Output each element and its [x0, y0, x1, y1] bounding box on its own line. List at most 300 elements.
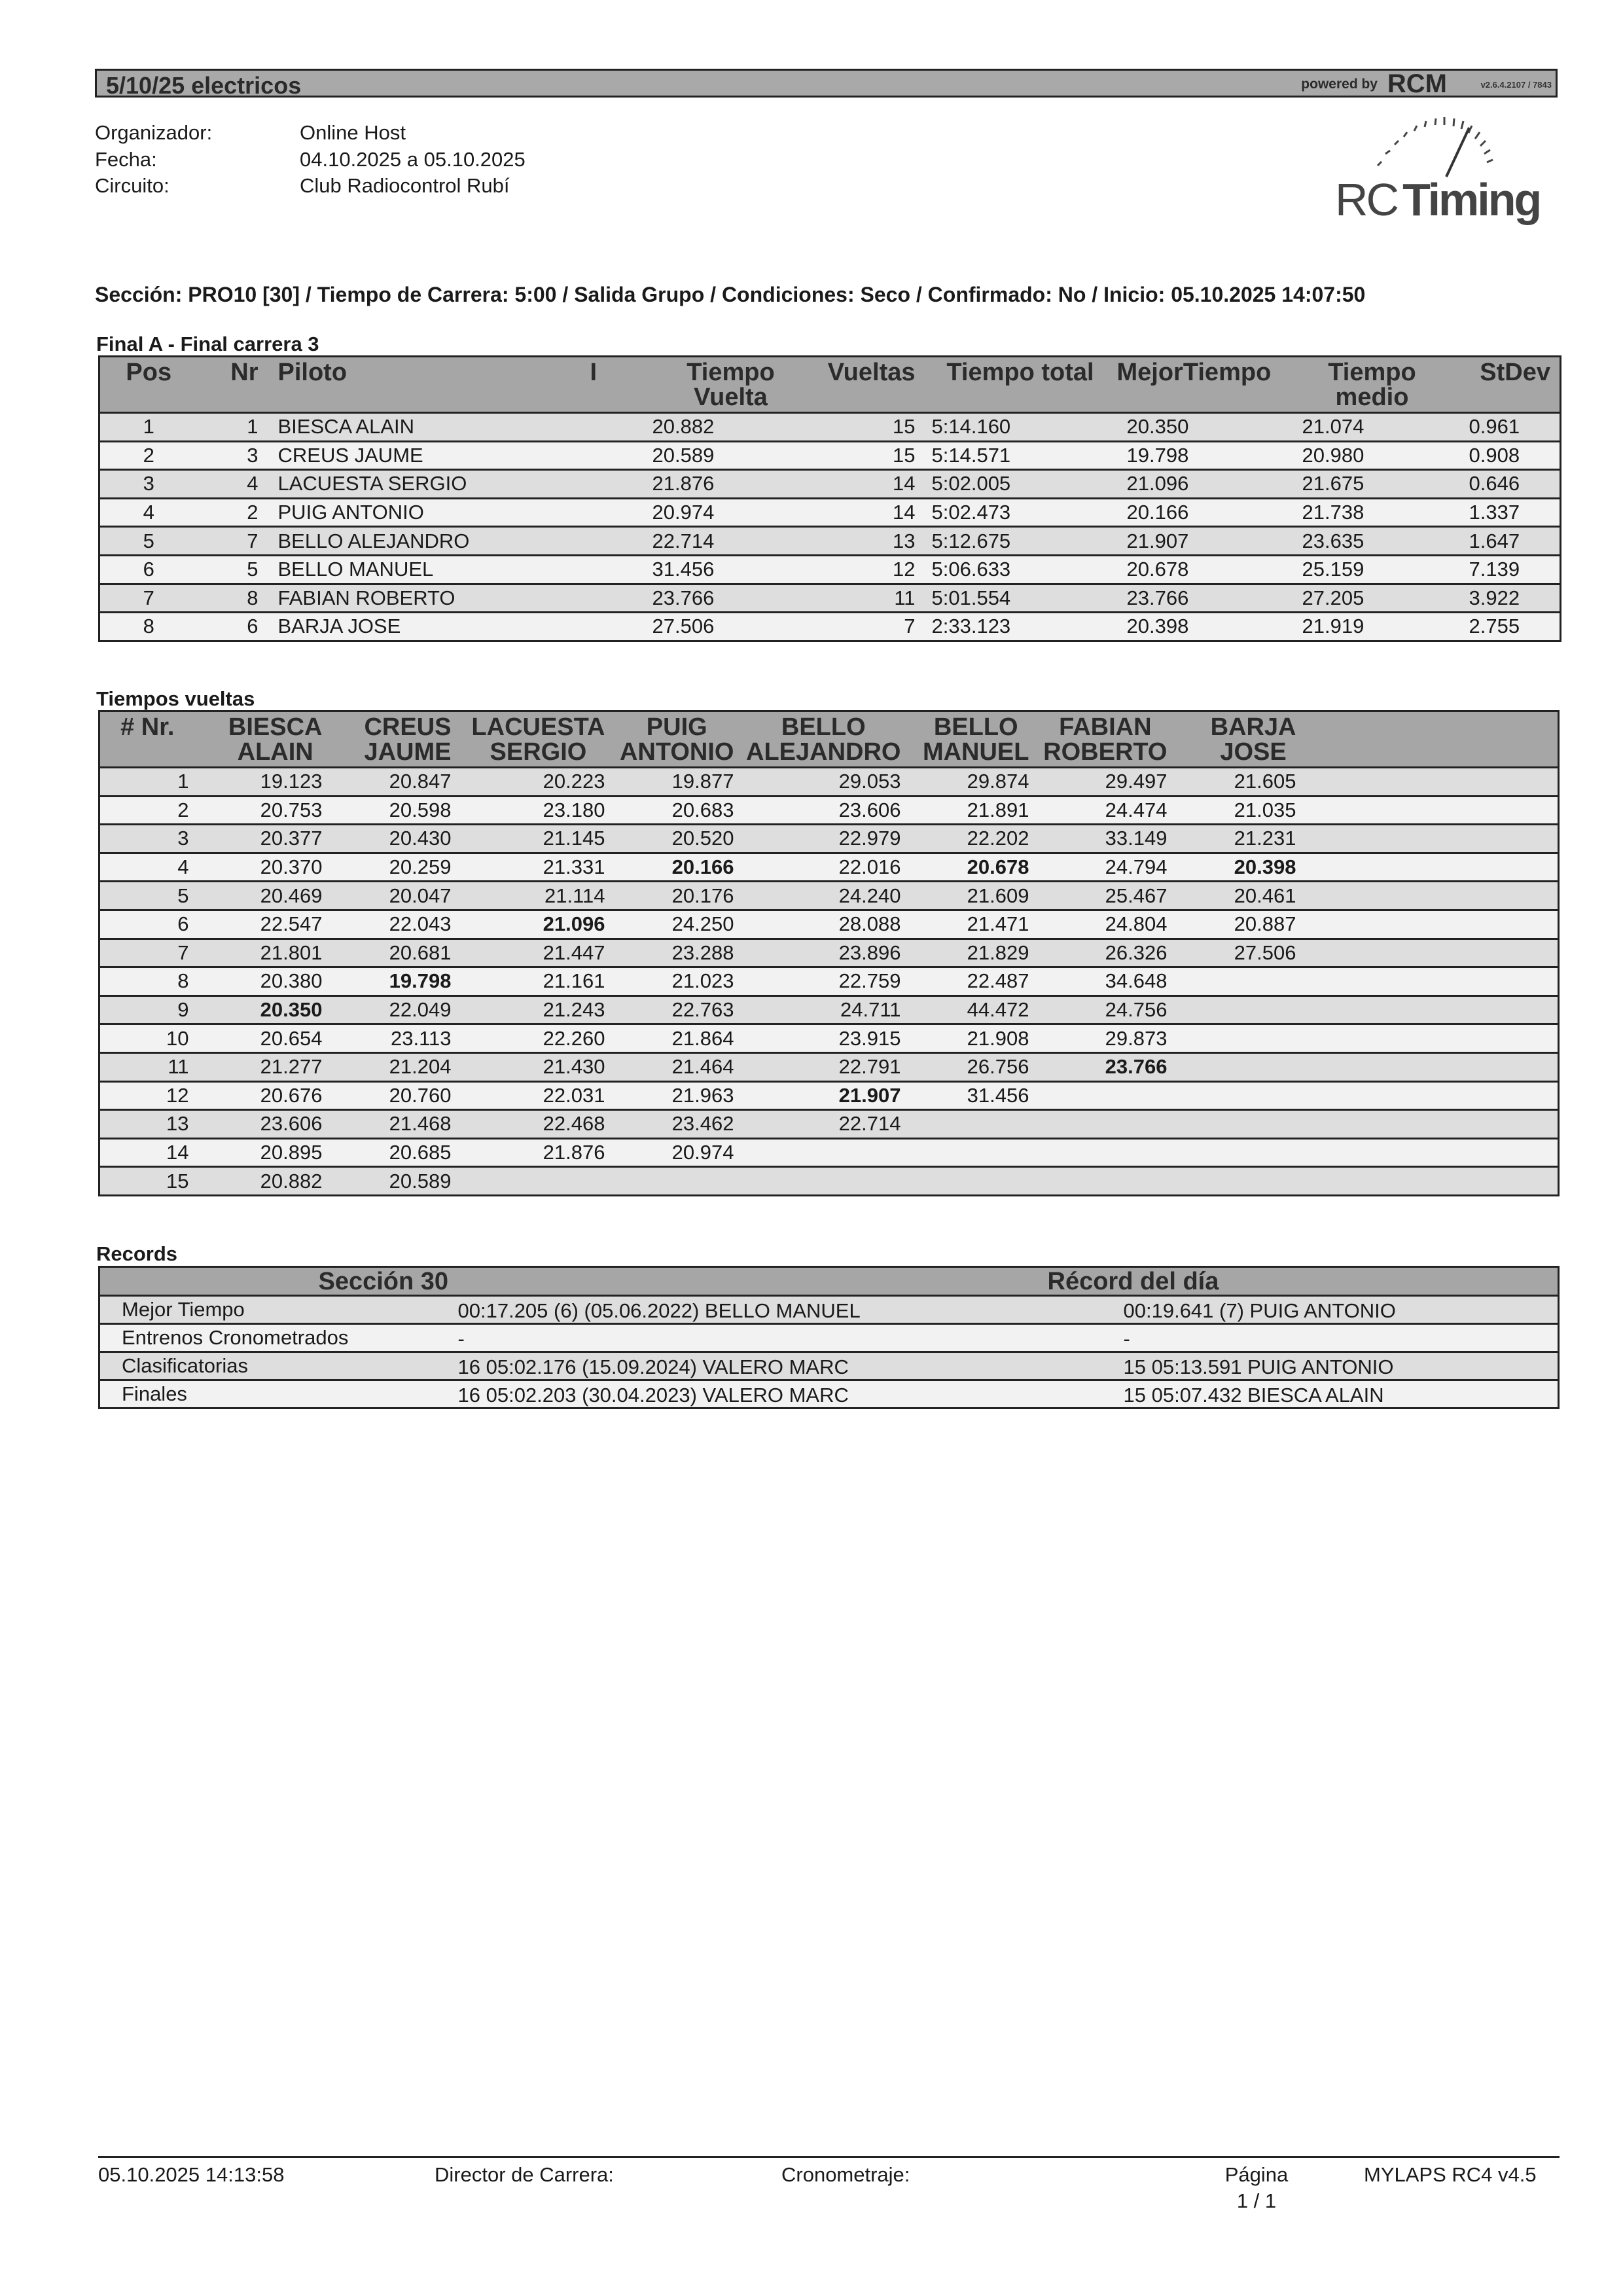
results-cell-stdev: 0.908 — [1454, 441, 1561, 470]
results-cell-stdev: 0.961 — [1454, 413, 1561, 442]
records-section-header-label: Sección 30 — [318, 1268, 449, 1295]
driver-firstname: ROBERTO — [1043, 738, 1168, 766]
gauge-icon — [1332, 108, 1548, 180]
lap-time: 22.791 — [734, 1052, 901, 1081]
driver-header — [323, 711, 452, 768]
results-cell-nr: 8 — [198, 584, 265, 613]
lap-time: 22.202 — [901, 825, 1029, 853]
lap-time — [1029, 1138, 1168, 1167]
results-header-1 — [198, 357, 265, 413]
lap-number: 8 — [99, 967, 194, 996]
driver-surname: LACUESTA — [471, 713, 605, 741]
lap-time: 20.176 — [605, 882, 734, 910]
report-title: 5/10/25 electricos — [106, 72, 302, 99]
results-cell-stdev: 3.922 — [1454, 584, 1561, 613]
results-cell-tiempo-vuelta: 20.974 — [649, 498, 813, 527]
results-cell-mejortiempo: 21.907 — [1114, 527, 1291, 556]
lap-time: 24.794 — [1029, 853, 1168, 882]
records-row — [99, 1296, 1559, 1324]
results-header-label: MejorTiempo — [1116, 359, 1272, 386]
lap-time: 22.468 — [452, 1110, 605, 1139]
lap-time: 26.326 — [1029, 939, 1168, 967]
lap-time: 21.876 — [452, 1138, 605, 1167]
lap-time: 22.016 — [734, 853, 901, 882]
record-type: Finales — [99, 1380, 458, 1408]
driver-header-name — [471, 715, 605, 764]
records-row — [99, 1352, 1559, 1380]
records-row — [99, 1324, 1559, 1352]
results-cell-tiempo-total: 5:06.633 — [921, 555, 1114, 584]
lap-time: 22.547 — [194, 910, 323, 939]
driver-header-name — [1211, 715, 1296, 764]
lap-filler — [1296, 1052, 1559, 1081]
lap-filler — [1296, 825, 1559, 853]
lap-time: 21.114 — [452, 882, 605, 910]
report-title-bar — [95, 69, 1558, 98]
lap-filler — [1296, 967, 1559, 996]
results-row — [99, 584, 1561, 613]
lap-number: 9 — [99, 996, 194, 1024]
lap-time: 31.456 — [901, 1081, 1029, 1110]
lap-number: 2 — [99, 796, 194, 825]
lap-row — [99, 910, 1559, 939]
lap-time: 21.471 — [901, 910, 1029, 939]
lap-time: 21.243 — [452, 996, 605, 1024]
results-header-label: I — [590, 359, 597, 386]
results-cell-nr: 2 — [198, 498, 265, 527]
lap-row — [99, 939, 1559, 967]
results-cell-tiempo-vuelta: 20.882 — [649, 413, 813, 442]
results-cell-mejortiempo: 20.678 — [1114, 555, 1291, 584]
results-row — [99, 527, 1561, 556]
record-day-cell — [1124, 1352, 1559, 1380]
record-day-cell — [1124, 1380, 1559, 1408]
lap-filler — [1296, 939, 1559, 967]
results-header-label: Vueltas — [827, 359, 916, 386]
results-header-label: Tiempo medio — [1328, 359, 1416, 411]
lap-time: 24.474 — [1029, 796, 1168, 825]
results-cell-vueltas: 12 — [813, 555, 921, 584]
record-section-cell — [458, 1296, 1124, 1324]
results-cell-mejortiempo: 20.398 — [1114, 613, 1291, 641]
driver-header-name — [364, 715, 451, 764]
lap-time — [1029, 1167, 1168, 1196]
results-cell-tiempo-medio: 21.919 — [1291, 613, 1454, 641]
lap-time: 21.161 — [452, 967, 605, 996]
results-cell-i — [577, 413, 649, 442]
results-cell-tiempo-vuelta: 27.506 — [649, 613, 813, 641]
lap-time — [901, 1167, 1029, 1196]
footer-director: Director de Carrera: — [435, 2163, 614, 2186]
record-section-value: 16 05:02.176 (15.09.2024) VALERO MARC — [457, 1355, 849, 1378]
results-cell-tiempo-total: 5:14.160 — [921, 413, 1114, 442]
lap-filler — [1296, 853, 1559, 882]
lap-time: 20.882 — [194, 1167, 323, 1196]
logo-rc: RC — [1335, 174, 1398, 225]
driver-header-name — [1043, 715, 1167, 764]
lap-row — [99, 967, 1559, 996]
lap-time: 23.915 — [734, 1024, 901, 1053]
lap-filler — [1296, 996, 1559, 1024]
results-row — [99, 613, 1561, 641]
lap-time: 20.895 — [194, 1138, 323, 1167]
driver-firstname: MANUEL — [922, 738, 1029, 766]
rc-timing-logo — [1332, 108, 1548, 229]
results-cell-vueltas: 15 — [813, 441, 921, 470]
results-cell-tiempo-medio: 21.074 — [1291, 413, 1454, 442]
lap-time: 21.468 — [323, 1110, 452, 1139]
lap-time — [1168, 1052, 1296, 1081]
results-cell-i — [577, 555, 649, 584]
results-cell-pos: 4 — [99, 498, 198, 527]
lap-row — [99, 825, 1559, 853]
results-cell-piloto: FABIAN ROBERTO — [265, 584, 577, 613]
lap-time — [901, 1138, 1029, 1167]
lap-time — [1168, 996, 1296, 1024]
lap-time: 24.711 — [734, 996, 901, 1024]
lap-time — [1168, 1024, 1296, 1053]
lap-time: 20.223 — [452, 768, 605, 797]
driver-header-name — [746, 715, 901, 764]
lap-time: 21.801 — [194, 939, 323, 967]
lap-time: 23.180 — [452, 796, 605, 825]
lap-time: 22.043 — [323, 910, 452, 939]
driver-header-name — [923, 715, 1029, 764]
driver-firstname: ANTONIO — [619, 738, 734, 766]
results-header-label: Pos — [126, 359, 172, 386]
lap-time — [901, 1110, 1029, 1139]
lap-time — [1168, 967, 1296, 996]
lap-time: 20.847 — [323, 768, 452, 797]
results-cell-i — [577, 613, 649, 641]
lap-number: 12 — [99, 1081, 194, 1110]
lap-time: 22.759 — [734, 967, 901, 996]
lap-time: 23.113 — [323, 1024, 452, 1053]
results-cell-vueltas: 14 — [813, 470, 921, 499]
results-cell-vueltas: 14 — [813, 498, 921, 527]
record-type: Entrenos Cronometrados — [99, 1324, 458, 1352]
lap-filler — [1296, 1081, 1559, 1110]
results-header-8 — [1291, 357, 1454, 413]
lap-time-best: 21.907 — [734, 1081, 901, 1110]
records-table — [98, 1266, 1560, 1409]
lap-time: 26.756 — [901, 1052, 1029, 1081]
record-day-cell — [1124, 1296, 1559, 1324]
driver-surname: BELLO — [781, 713, 866, 741]
results-cell-stdev: 0.646 — [1454, 470, 1561, 499]
lap-time: 21.605 — [1168, 768, 1296, 797]
lap-time: 21.204 — [323, 1052, 452, 1081]
footer-pagina-label: Página — [1224, 2163, 1289, 2186]
results-cell-vueltas: 15 — [813, 413, 921, 442]
lap-time: 20.380 — [194, 967, 323, 996]
lap-row — [99, 1052, 1559, 1081]
results-cell-tiempo-vuelta: 23.766 — [649, 584, 813, 613]
results-cell-piloto: BELLO ALEJANDRO — [265, 527, 577, 556]
lap-time: 21.829 — [901, 939, 1029, 967]
lap-time — [452, 1167, 605, 1196]
lap-time: 29.497 — [1029, 768, 1168, 797]
records-title: Records — [96, 1242, 178, 1265]
results-cell-i — [577, 527, 649, 556]
results-cell-tiempo-medio: 25.159 — [1291, 555, 1454, 584]
lap-time: 24.240 — [734, 882, 901, 910]
results-cell-pos: 3 — [99, 470, 198, 499]
lap-time: 28.088 — [734, 910, 901, 939]
lap-number: 14 — [99, 1138, 194, 1167]
lap-time: 20.654 — [194, 1024, 323, 1053]
lap-time: 24.804 — [1029, 910, 1168, 939]
results-cell-mejortiempo: 20.350 — [1114, 413, 1291, 442]
driver-surname: BARJA — [1210, 713, 1296, 741]
driver-firstname: JAUME — [364, 738, 452, 766]
driver-firstname: ALEJANDRO — [746, 738, 901, 766]
record-day-value: - — [1123, 1327, 1130, 1350]
results-cell-i — [577, 470, 649, 499]
lap-time: 20.469 — [194, 882, 323, 910]
driver-header-name — [228, 715, 323, 764]
driver-surname: CREUS — [364, 713, 452, 741]
results-cell-pos: 8 — [99, 613, 198, 641]
results-cell-tiempo-total: 5:14.571 — [921, 441, 1114, 470]
lap-time: 29.053 — [734, 768, 901, 797]
record-day-value: 15 05:07.432 BIESCA ALAIN — [1123, 1384, 1384, 1407]
lap-filler — [1296, 882, 1559, 910]
lap-time: 27.506 — [1168, 939, 1296, 967]
results-header-3 — [577, 357, 649, 413]
lap-time: 20.370 — [194, 853, 323, 882]
results-row — [99, 555, 1561, 584]
driver-firstname: JOSE — [1220, 738, 1287, 766]
organizador-label: Organizador: — [95, 121, 213, 144]
lap-time: 20.520 — [605, 825, 734, 853]
lap-row — [99, 768, 1559, 797]
lap-time: 21.145 — [452, 825, 605, 853]
lap-time: 20.753 — [194, 796, 323, 825]
lap-filler — [1296, 1138, 1559, 1167]
lap-time — [1168, 1167, 1296, 1196]
results-header-9 — [1454, 357, 1561, 413]
results-cell-tiempo-medio: 27.205 — [1291, 584, 1454, 613]
results-cell-tiempo-medio: 23.635 — [1291, 527, 1454, 556]
results-cell-tiempo-vuelta: 31.456 — [649, 555, 813, 584]
results-header-label: Piloto — [277, 359, 348, 386]
records-section-header — [318, 1267, 1124, 1296]
results-cell-tiempo-vuelta: 20.589 — [649, 441, 813, 470]
results-cell-pos: 2 — [99, 441, 198, 470]
driver-header — [901, 711, 1029, 768]
lap-time: 22.260 — [452, 1024, 605, 1053]
lap-time: 23.462 — [605, 1110, 734, 1139]
results-cell-tiempo-medio: 21.738 — [1291, 498, 1454, 527]
powered-by-label: powered by — [1301, 77, 1378, 92]
driver-firstname: SERGIO — [490, 738, 587, 766]
footer-software: MYLAPS RC4 v4.5 — [1364, 2163, 1537, 2186]
lap-header-filler — [1296, 711, 1559, 768]
lap-number: 3 — [99, 825, 194, 853]
record-section-cell — [458, 1324, 1124, 1352]
results-cell-mejortiempo: 23.766 — [1114, 584, 1291, 613]
lap-time: 20.259 — [323, 853, 452, 882]
lap-time — [1168, 1110, 1296, 1139]
organizador-value: Online Host — [300, 121, 406, 144]
driver-header-name — [620, 715, 734, 764]
lap-number-header — [99, 711, 194, 768]
lap-time: 21.331 — [452, 853, 605, 882]
lap-time — [734, 1138, 901, 1167]
lap-time: 22.714 — [734, 1110, 901, 1139]
section-info-line: Sección: PRO10 [30] / Tiempo de Carrera: 5:00 / Salida Grupo / Condiciones: Seco / Confirmado: No / Inicio: 05.10.2025 14:07:50 — [95, 283, 1366, 306]
lap-time: 20.681 — [323, 939, 452, 967]
results-cell-vueltas: 13 — [813, 527, 921, 556]
results-cell-piloto: CREUS JAUME — [265, 441, 577, 470]
driver-header — [734, 711, 901, 768]
results-cell-tiempo-total: 5:12.675 — [921, 527, 1114, 556]
lap-time: 20.760 — [323, 1081, 452, 1110]
results-row — [99, 498, 1561, 527]
results-cell-piloto: LACUESTA SERGIO — [265, 470, 577, 499]
lap-time: 20.685 — [323, 1138, 452, 1167]
lap-number: 15 — [99, 1167, 194, 1196]
lap-time: 44.472 — [901, 996, 1029, 1024]
results-cell-pos: 1 — [99, 413, 198, 442]
footer-timestamp: 05.10.2025 14:13:58 — [98, 2163, 285, 2186]
lap-time: 20.676 — [194, 1081, 323, 1110]
lap-time: 20.377 — [194, 825, 323, 853]
footer-page-number: 1 / 1 — [1236, 2189, 1277, 2212]
lap-filler — [1296, 1167, 1559, 1196]
lap-time: 23.606 — [734, 796, 901, 825]
results-cell-nr: 7 — [198, 527, 265, 556]
fecha-label: Fecha: — [95, 148, 157, 171]
records-row — [99, 1380, 1559, 1408]
lap-time: 21.864 — [605, 1024, 734, 1053]
lap-time: 21.277 — [194, 1052, 323, 1081]
lap-filler — [1296, 1024, 1559, 1053]
results-cell-vueltas: 11 — [813, 584, 921, 613]
results-cell-i — [577, 441, 649, 470]
record-type: Mejor Tiempo — [99, 1296, 458, 1324]
results-cell-stdev: 2.755 — [1454, 613, 1561, 641]
results-cell-tiempo-total: 5:02.473 — [921, 498, 1114, 527]
lap-time: 22.049 — [323, 996, 452, 1024]
lap-row — [99, 882, 1559, 910]
results-header-label: Tiempo total — [946, 359, 1094, 386]
results-cell-tiempo-vuelta: 22.714 — [649, 527, 813, 556]
results-cell-i — [577, 498, 649, 527]
record-day-value: 00:19.641 (7) PUIG ANTONIO — [1123, 1299, 1396, 1322]
lap-time: 20.974 — [605, 1138, 734, 1167]
lap-time: 19.123 — [194, 768, 323, 797]
lap-times-table — [98, 710, 1560, 1196]
lap-time-best: 20.166 — [605, 853, 734, 882]
lap-number: 10 — [99, 1024, 194, 1053]
lap-time: 21.430 — [452, 1052, 605, 1081]
lap-time: 20.683 — [605, 796, 734, 825]
record-type: Clasificatorias — [99, 1352, 458, 1380]
results-row — [99, 413, 1561, 442]
results-header-label: Nr — [230, 359, 259, 386]
footer-divider — [98, 2156, 1560, 2158]
lap-time: 24.250 — [605, 910, 734, 939]
driver-surname: BIESCA — [228, 713, 323, 741]
lap-row — [99, 853, 1559, 882]
lap-time — [1168, 1138, 1296, 1167]
record-section-value: - — [457, 1327, 465, 1350]
driver-header — [1029, 711, 1168, 768]
record-day-cell — [1124, 1324, 1559, 1352]
lap-time: 23.288 — [605, 939, 734, 967]
lap-time: 20.589 — [323, 1167, 452, 1196]
lap-time-best: 20.350 — [194, 996, 323, 1024]
lap-time: 21.609 — [901, 882, 1029, 910]
results-title: Final A - Final carrera 3 — [96, 332, 319, 355]
lap-time: 25.467 — [1029, 882, 1168, 910]
lap-time: 22.979 — [734, 825, 901, 853]
results-cell-mejortiempo: 19.798 — [1114, 441, 1291, 470]
results-table — [98, 355, 1561, 642]
lap-time: 22.763 — [605, 996, 734, 1024]
driver-firstname: ALAIN — [237, 738, 313, 766]
lap-time: 20.047 — [323, 882, 452, 910]
lap-time: 22.487 — [901, 967, 1029, 996]
lap-time: 29.874 — [901, 768, 1029, 797]
driver-surname: BELLO — [933, 713, 1018, 741]
results-cell-piloto: BELLO MANUEL — [265, 555, 577, 584]
lap-time: 21.023 — [605, 967, 734, 996]
results-cell-nr: 3 — [198, 441, 265, 470]
results-header-2 — [265, 357, 577, 413]
results-header-0 — [99, 357, 198, 413]
lap-time: 21.464 — [605, 1052, 734, 1081]
lap-time — [1168, 1081, 1296, 1110]
results-cell-tiempo-medio: 20.980 — [1291, 441, 1454, 470]
driver-header — [605, 711, 734, 768]
lap-time: 33.149 — [1029, 825, 1168, 853]
driver-header — [1168, 711, 1296, 768]
lap-time: 34.648 — [1029, 967, 1168, 996]
results-row — [99, 470, 1561, 499]
lap-row — [99, 996, 1559, 1024]
results-cell-piloto: PUIG ANTONIO — [265, 498, 577, 527]
results-header-label: StDev — [1480, 359, 1550, 386]
results-cell-pos: 7 — [99, 584, 198, 613]
results-header-5 — [813, 357, 921, 413]
results-header-6 — [921, 357, 1114, 413]
lap-time: 20.887 — [1168, 910, 1296, 939]
results-cell-tiempo-vuelta: 21.876 — [649, 470, 813, 499]
lap-time: 21.035 — [1168, 796, 1296, 825]
results-cell-nr: 5 — [198, 555, 265, 584]
results-header-7 — [1114, 357, 1291, 413]
lap-number: 11 — [99, 1052, 194, 1081]
lap-filler — [1296, 768, 1559, 797]
results-cell-nr: 4 — [198, 470, 265, 499]
lap-row — [99, 1081, 1559, 1110]
lap-filler — [1296, 796, 1559, 825]
footer-cronometraje: Cronometraje: — [781, 2163, 910, 2186]
driver-surname: FABIAN — [1059, 713, 1152, 741]
lap-row — [99, 1167, 1559, 1196]
lap-row — [99, 796, 1559, 825]
lap-number: 5 — [99, 882, 194, 910]
lap-number: 1 — [99, 768, 194, 797]
results-cell-stdev: 1.647 — [1454, 527, 1561, 556]
results-header-4 — [649, 357, 813, 413]
results-cell-tiempo-total: 5:01.554 — [921, 584, 1114, 613]
logo-timing: Timing — [1402, 174, 1541, 225]
results-cell-mejortiempo: 20.166 — [1114, 498, 1291, 527]
